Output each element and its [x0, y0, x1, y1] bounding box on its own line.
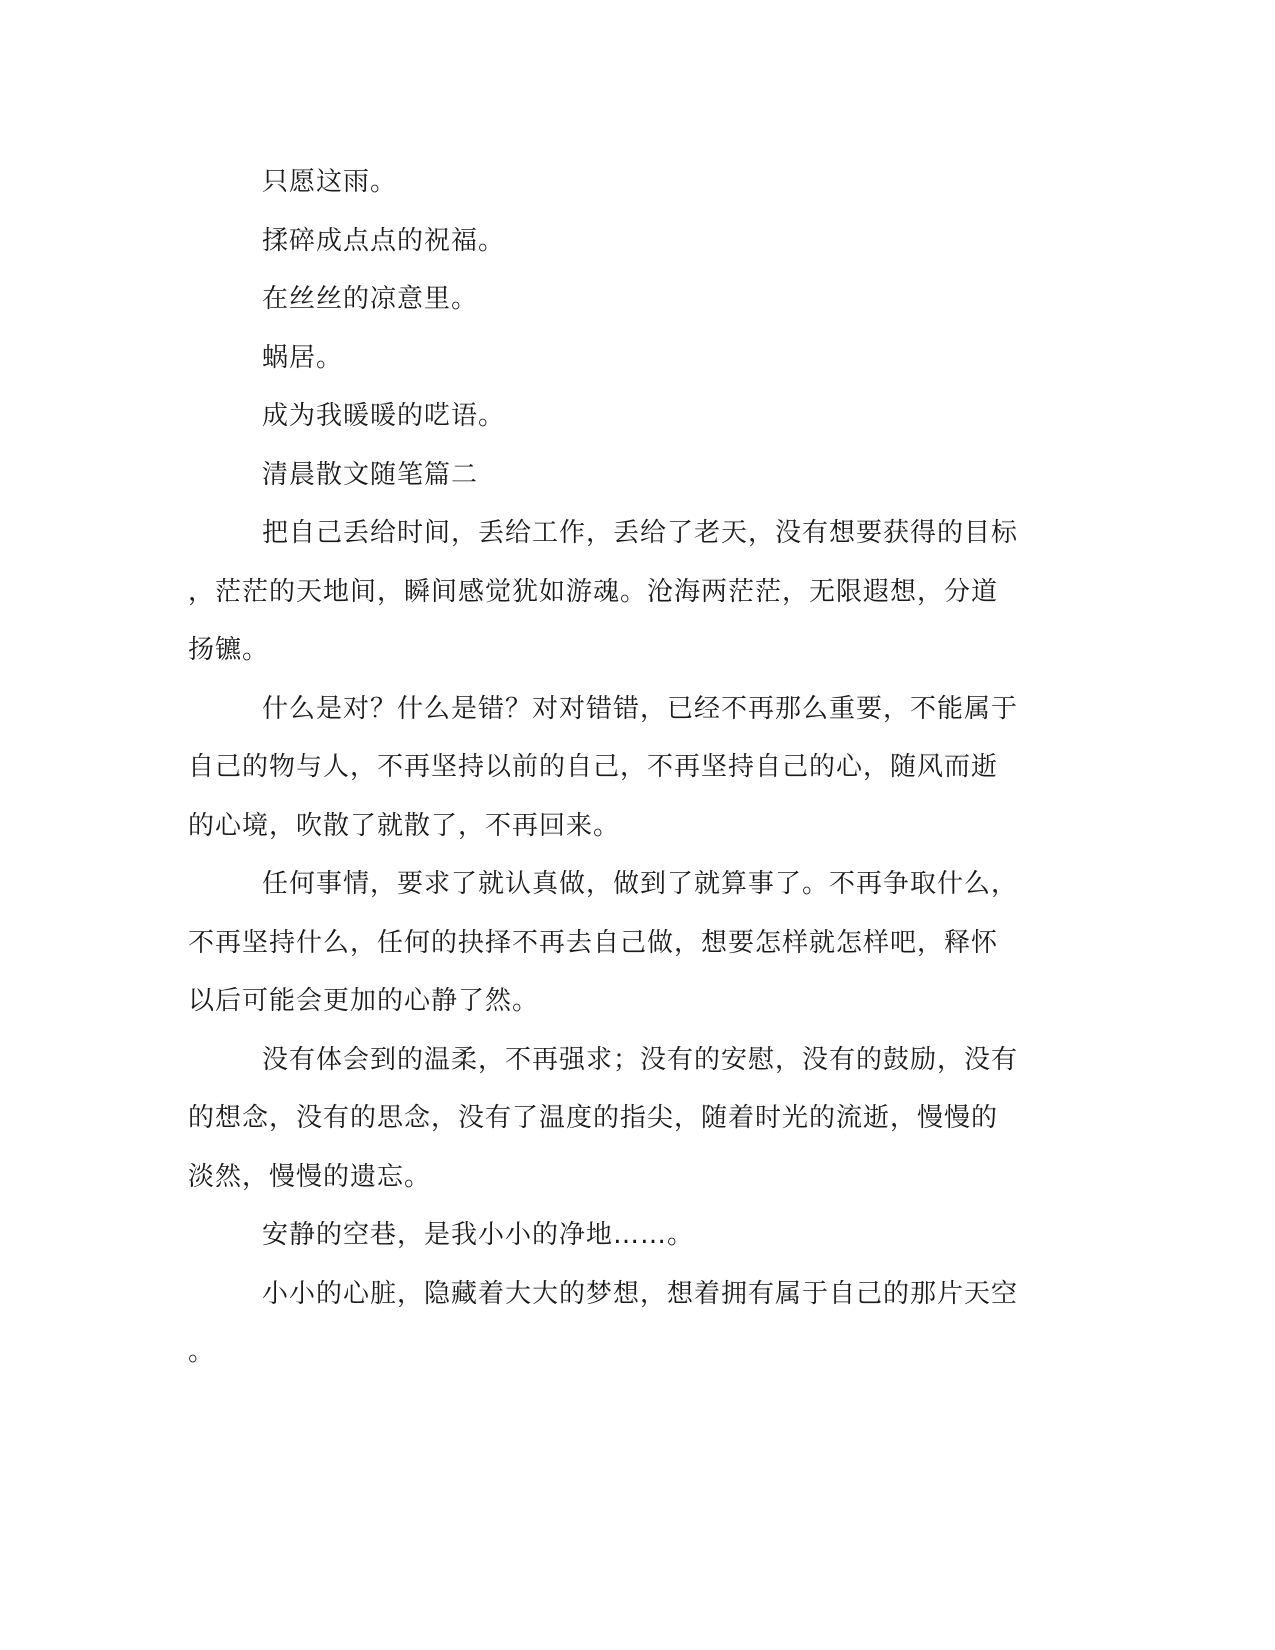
section-heading: 清晨散文随笔篇二 — [262, 460, 479, 490]
text-line: 的想念，没有的思念，没有了温度的指尖，随着时光的流逝，慢慢的 — [188, 1103, 999, 1133]
text-line: 。 — [188, 1337, 216, 1367]
text-line: 什么是对？什么是错？对对错错，已经不再那么重要，不能属于 — [262, 694, 1019, 724]
text-line: 只愿这雨。 — [262, 167, 398, 197]
text-line: 自己的物与人，不再坚持以前的自己，不再坚持自己的心，随风而逝 — [188, 752, 999, 782]
text-line: 蜗居。 — [262, 343, 344, 373]
text-line: 淡然，慢慢的遗忘。 — [188, 1162, 432, 1192]
text-line: 揉碎成点点的祝福。 — [262, 226, 506, 256]
text-line: 成为我暖暖的呓语。 — [262, 401, 506, 431]
text-line: 扬镳。 — [188, 635, 270, 665]
text-line: ，茫茫的天地间，瞬间感觉犹如游魂。沧海两茫茫，无限遐想，分道 — [188, 577, 999, 607]
text-line: 把自己丢给时间，丢给工作，丢给了老天，没有想要获得的目标 — [262, 518, 1019, 548]
text-line: 小小的心脏，隐藏着大大的梦想，想着拥有属于自己的那片天空 — [262, 1279, 1019, 1309]
text-line: 的心境，吹散了就散了，不再回来。 — [188, 811, 621, 841]
text-line: 安静的空巷，是我小小的净地……。 — [262, 1220, 695, 1250]
text-line: 在丝丝的凉意里。 — [262, 284, 479, 314]
text-line: 任何事情，要求了就认真做，做到了就算事了。不再争取什么， — [262, 869, 1019, 899]
text-line: 不再坚持什么，任何的抉择不再去自己做，想要怎样就怎样吧，释怀 — [188, 928, 999, 958]
text-line: 没有体会到的温柔，不再强求；没有的安慰，没有的鼓励，没有 — [262, 1045, 1019, 1075]
text-line: 以后可能会更加的心静了然。 — [188, 986, 540, 1016]
